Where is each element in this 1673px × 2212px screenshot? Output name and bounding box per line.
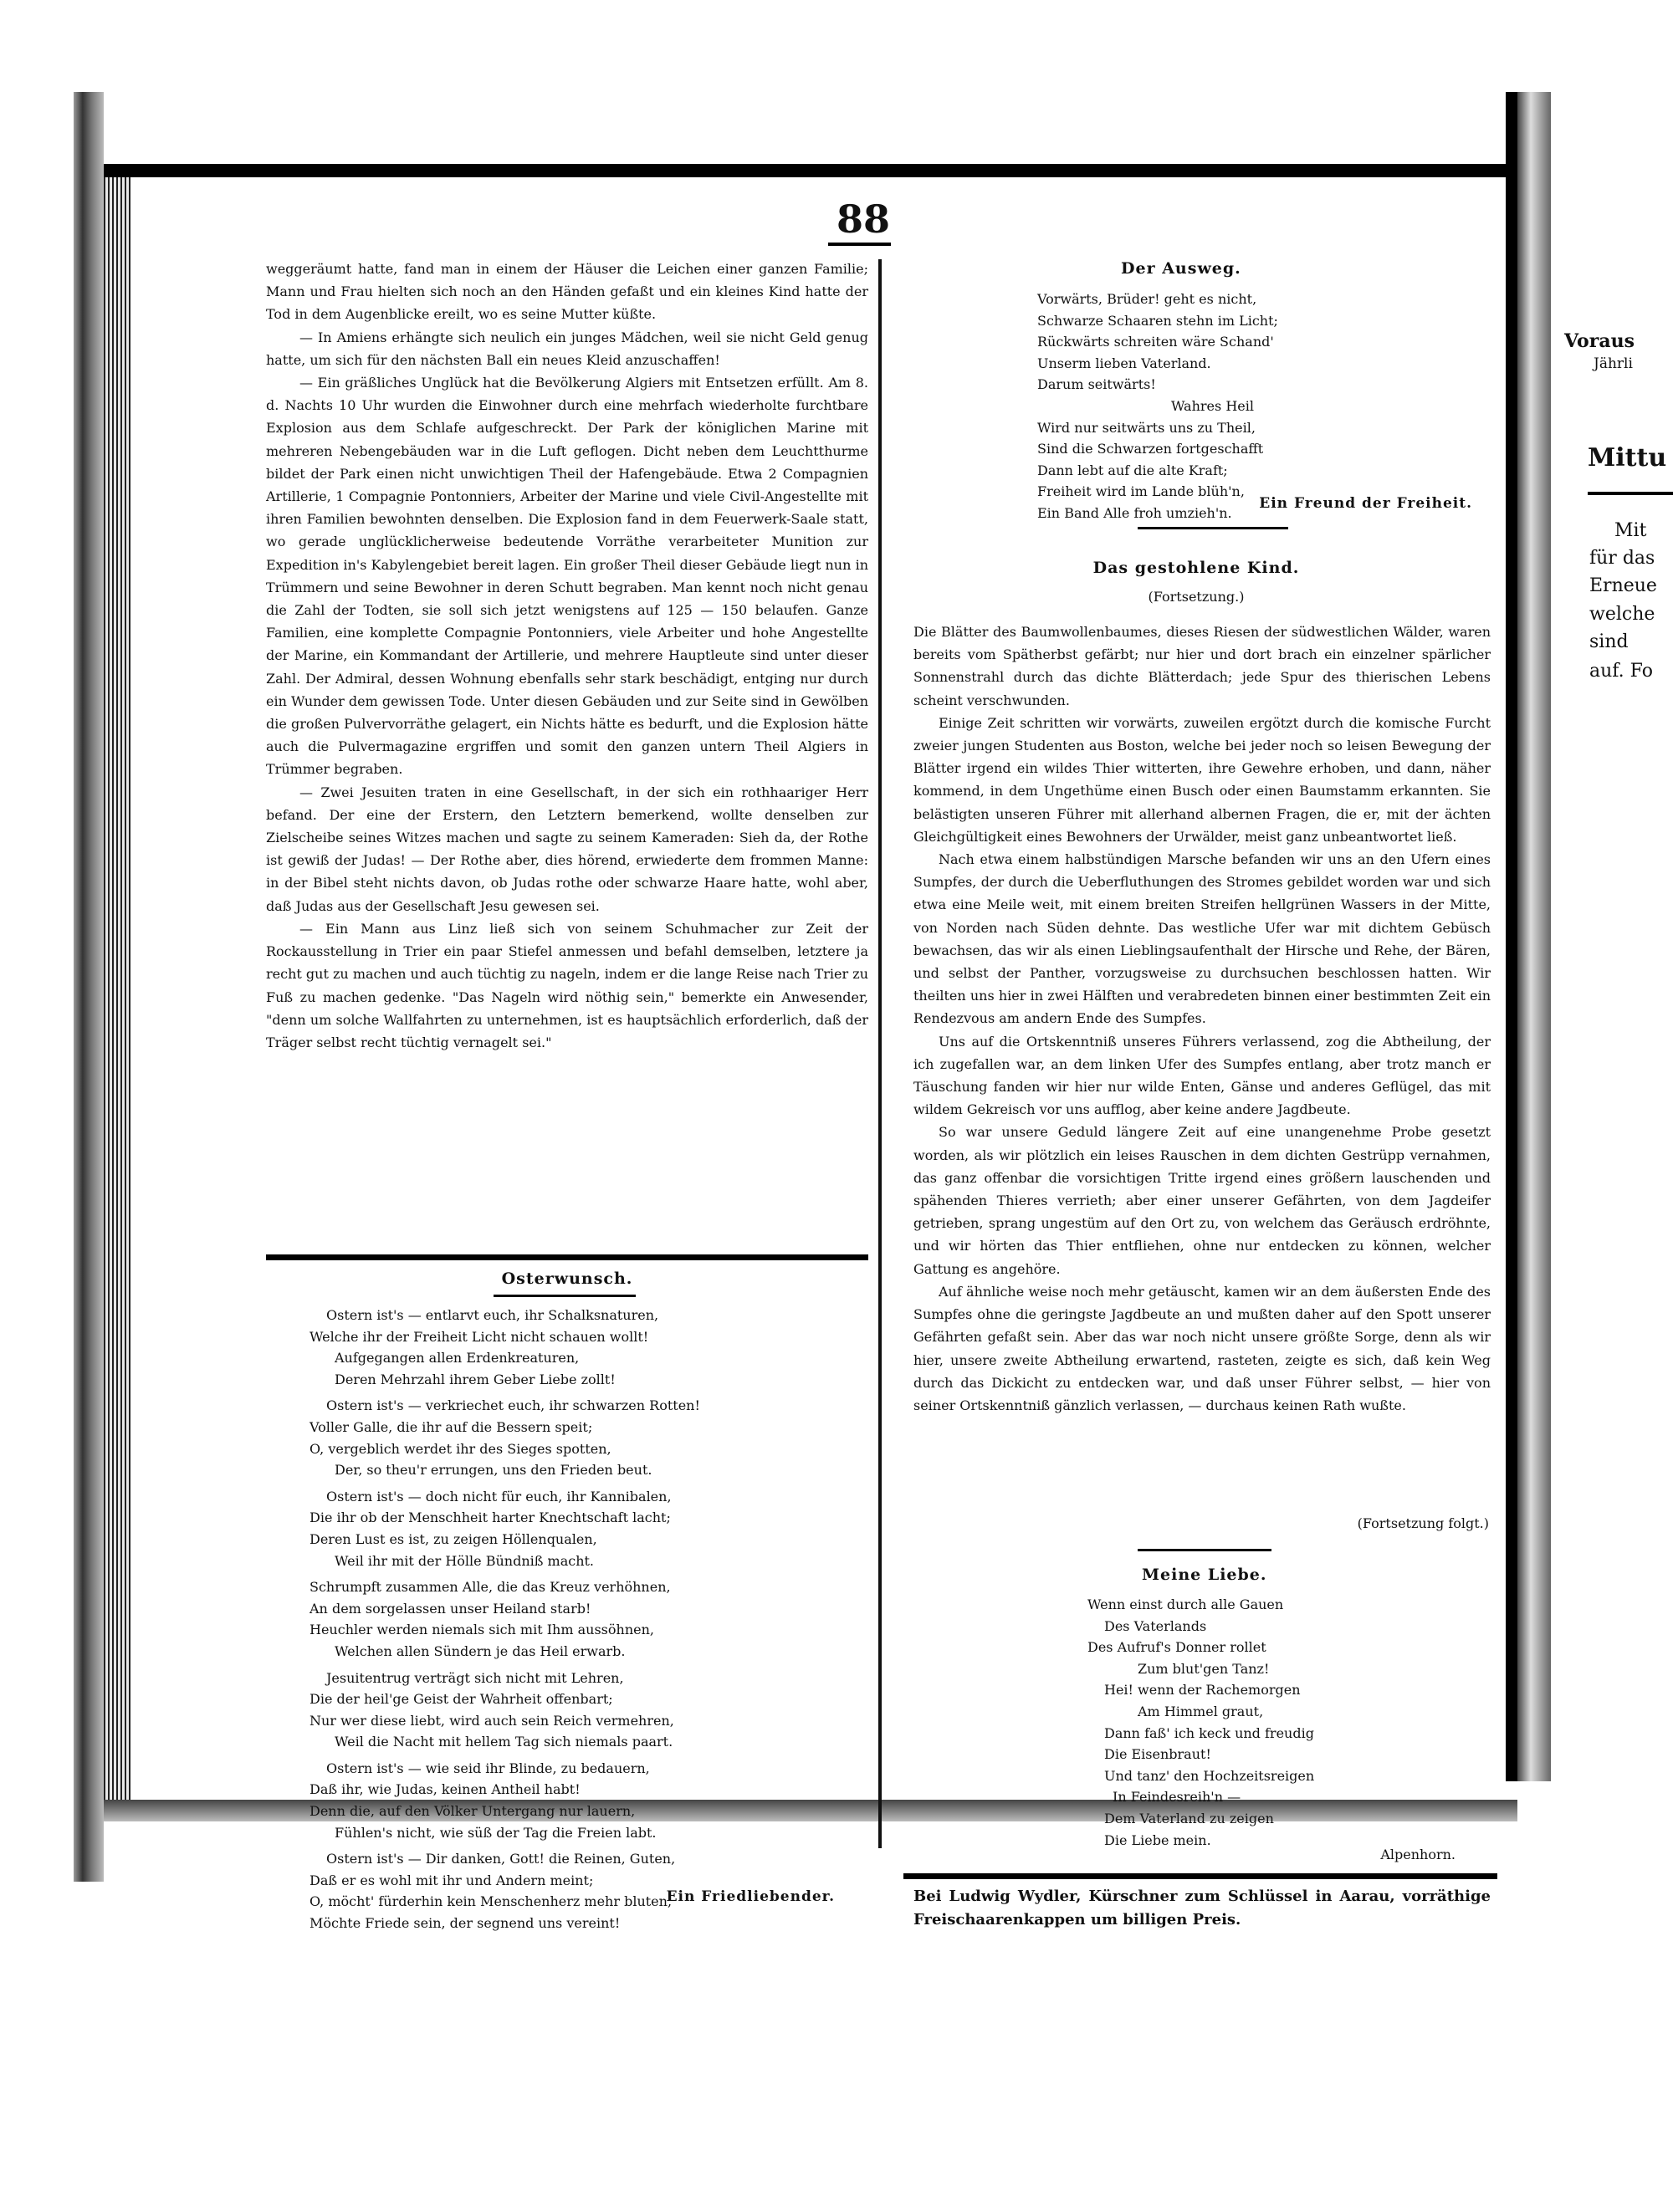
poem-line: Weil die Nacht mit hellem Tag sich niemals paart. [335,1734,673,1750]
poem-line: Die der heil'ge Geist der Wahrheit offenbart; [310,1691,613,1708]
title-underline [494,1295,636,1297]
adjacent-page-fragment: Mittu [1588,443,1667,473]
story-body [913,621,1491,1417]
poem-signature: Alpenhorn. [1380,1847,1456,1862]
poem-line: Ostern ist's — Dir danken, Gott! die Reinen, Guten, [326,1851,676,1867]
poem-line: Dem Vaterland zu zeigen [1104,1810,1274,1826]
poem-line: Voller Galle, die ihr auf die Bessern speit; [310,1418,593,1435]
poem-line: Wenn einst durch alle Gauen [1087,1596,1284,1612]
section-rule [266,1254,868,1260]
poem-line: Jesuitentrug verträgt sich nicht mit Lehren, [326,1669,624,1686]
poem-line: Die Liebe mein. [1104,1831,1211,1848]
scan-binding-shadow [74,92,104,1882]
poem-line: Denn die, auf den Völker Untergang nur lauern, [310,1803,636,1820]
header-rule [104,164,1509,177]
poem-line: Möchte Friede sein, der segnend uns vereint! [310,1915,621,1932]
page-number: 88 [836,197,891,242]
adjacent-page-rule [1588,492,1673,495]
poem-line: Sind die Schwarzen fortgeschafft [1037,441,1264,457]
adjacent-page-fragment: Erneue [1589,575,1657,596]
news-paragraph: — Zwei Jesuiten traten in eine Gesellschaft, in der sich ein rothhaariger Herr befand. Der eine der Erstern, den Letztern bemerkend, wollte denselben zur Zielscheibe seines Witzes machen und sagte zu seinem Kameraden: Sieh da, der Rothe ist gewiß der Judas! — Der Rothe aber, dies hörend, erwiederte dem frommen Manne: in der Bibel steht nichts davon, ob Judas rothe oder schwarze Haare hatte, wohl aber, daß Judas aus der Gesellschaft Jesu gewesen sei. [266,784,868,914]
poem-osterwunsch [310,1305,828,1934]
right-page-border [1506,92,1517,1781]
poem-line: Die ihr ob der Menschheit harter Knechtschaft lacht; [310,1510,671,1526]
news-paragraph: weggeräumt hatte, fand man in einem der Häuser die Leichen einer ganzen Familie; Mann und Frau hielten sich noch an den Händen gefaßt und ein kleines Kind hatte der Tod in dem Augenblicke ereilt, wo es seine Mutter küßte. [266,261,868,323]
poem-signature: Ein Friedliebender. [666,1888,835,1905]
story-paragraph: So war unsere Geduld längere Zeit auf eine unangenehme Probe gesetzt worden, als wir plötzlich ein leises Rauschen in dem dichten Gestrüpp vernahmen, das ganz offenbar die vorsichtigen Tritte irgend eines größern lauschenden und spähenden Thieres verrieth; aber einer unserer Gefährten, von dem Jagdeifer getrieben, sprang ungestüm auf den Ort zu, von welchem das Geräusch erdröhnte, und wir hörten das Thier entfliehen, ohne nur entdecken zu können, welcher Gattung es angehöre. [913,1124,1491,1277]
story-paragraph: Die Blätter des Baumwollenbaumes, dieses Riesen der südwestlichen Wälder, waren bereits vom Spätherbst gefärbt; nur hier und dort brach ein einzelner spärlicher Sonnenstrahl durch das dichte Blätterdach; jede Spur des thierischen Lebens scheint verschwunden. [913,624,1491,708]
adjacent-page-fragment: welche [1589,604,1655,625]
poem-line: Und tanz' den Hochzeitsreigen [1104,1767,1315,1784]
adjacent-page-fragment: für das [1589,548,1655,569]
news-paragraph: — In Amiens erhängte sich neulich ein junges Mädchen, weil sie nicht Geld genug hatte, um sich für den nächsten Ball ein neues Kleid anzuschaffen! [266,329,868,368]
advertisement: Bei Ludwig Wydler, Kürschner zum Schlüssel in Aarau, vorräthige Freischaarenkappen um billigen Preis. [913,1888,1491,1928]
poem-line: Wahres Heil [1171,397,1254,414]
page-number-underline [828,243,891,246]
section-rule [1138,527,1288,529]
adjacent-page-fragment: Jährli [1594,355,1633,372]
poem-line: Des Vaterlands [1104,1617,1207,1634]
poem-line: Ostern ist's — doch nicht für euch, ihr Kannibalen, [326,1488,672,1504]
poem-line: Rückwärts schreiten wäre Schand' [1037,334,1274,350]
adjacent-page-fragment: auf. Fo [1589,661,1653,682]
advertisement-rule [903,1873,1497,1879]
poem-line: Des Aufruf's Donner rollet [1087,1639,1266,1656]
book-page-edges [104,167,130,1806]
poem-line: Ostern ist's — entlarvt euch, ihr Schalksnaturen, [326,1307,659,1323]
adjacent-page-fragment: Mit [1614,520,1647,541]
poem-line: Welche ihr der Freiheit Licht nicht schauen wollt! [310,1328,649,1345]
adjacent-page-fragment: sind [1589,631,1629,652]
poem-title-osterwunsch: Osterwunsch. [501,1269,633,1288]
story-paragraph: Auf ähnliche weise noch mehr getäuscht, kamen wir an dem äußersten Ende des Sumpfes ohne die geringste Jagdbeute an und mußten daher auf den Spott unserer Gefährten gefaßt sein. Aber das war noch nicht unsere größte Sorge, denn als wir hier, unsere zweite Abtheilung erwartend, rasteten, zeigte es sich, daß kein Weg durch das Dickicht zu entdecken war, und daß unser Führer selbst, — hier von seiner Ortskenntniß gänzlich verlassen, — durchaus keinen Rath wußte. [913,1283,1491,1413]
poem-line: Daß ihr, wie Judas, keinen Antheil habt! [310,1781,581,1798]
poem-line: Schrumpft zusammen Alle, die das Kreuz verhöhnen, [310,1579,671,1596]
poem-line: Am Himmel graut, [1138,1703,1264,1719]
left-news-column [266,258,868,1054]
poem-title-meine-liebe: Meine Liebe. [1142,1566,1267,1584]
poem-line: Ein Band Alle froh umzieh'n. [1037,504,1232,521]
poem-line: Dann faß' ich keck und freudig [1104,1724,1314,1741]
poem-line: Deren Mehrzahl ihrem Geber Liebe zollt! [335,1371,616,1387]
poem-line: Die Eisenbraut! [1104,1746,1211,1763]
poem-line: Aufgegangen allen Erdenkreaturen, [335,1350,580,1367]
poem-line: Zum blut'gen Tanz! [1138,1660,1270,1677]
section-rule [1138,1549,1271,1551]
poem-signature: Ein Freund der Freiheit. [1259,495,1472,512]
poem-der-ausweg [1037,289,1472,524]
story-subtitle: (Fortsetzung.) [1148,589,1245,605]
poem-line: Schwarze Schaaren stehn im Licht; [1037,312,1278,329]
scan-right-shadow [1517,92,1551,1781]
poem-line: Vorwärts, Brüder! geht es nicht, [1037,291,1257,307]
poem-line: In Feindesreih'n — [1113,1789,1241,1806]
poem-line: Wird nur seitwärts uns zu Theil, [1037,419,1256,436]
poem-line: Welchen allen Sündern je das Heil erwarb. [335,1642,626,1659]
poem-line: O, möcht' fürderhin kein Menschenherz mehr bluten, [310,1893,673,1910]
poem-line: An dem sorgelassen unser Heiland starb! [310,1600,591,1617]
story-continued: (Fortsetzung folgt.) [1357,1515,1489,1531]
story-paragraph: Einige Zeit schritten wir vorwärts, zuweilen ergötzt durch die komische Furcht zweier jungen Studenten aus Boston, welche bei jeder noch so leisen Bewegung der Blätter irgend ein wildes Thier witterten, ihre Gewehre erhoben, und dann, näher kommend, in dem Ungethüme einen Busch oder einen Baumstamm erkannten. Sie belästigten unseren Führer mit allerhand albernen Fragen, die er, mit der ächten Gleichgültigkeit eines Bewohners der Urwälder, meist ganz unbeantwortet ließ. [913,714,1491,845]
poem-line: Daß er es wohl mit ihr und Andern meint; [310,1872,594,1888]
poem-line: Hei! wenn der Rachemorgen [1104,1682,1301,1699]
poem-line: O, vergeblich werdet ihr des Sieges spotten, [310,1440,611,1457]
story-title: Das gestohlene Kind. [1092,559,1300,577]
news-paragraph: — Ein Mann aus Linz ließ sich von seinem Schuhmacher zur Zeit der Rockausstellung in Trier ein paar Stiefel anmessen und befahl demselben, letztere ja recht gut zu machen und auch tüchtig zu nageln, indem er die lange Reise nach Trier zu Fuß zu machen gedenke. "Das Nageln wird nöthig sein," bemerkte ein Anwesender, "denn um solche Wallfahrten zu unternehmen, ist es hauptsächlich erforderlich, daß der Träger selbst recht tüchtig vernagelt sei." [266,920,868,1050]
poem-line: Heuchler werden niemals sich mit Ihm aussöhnen, [310,1622,654,1638]
column-divider [878,259,882,1848]
poem-line: Deren Lust es ist, zu zeigen Höllenqualen, [310,1530,597,1547]
poem-line: Weil ihr mit der Hölle Bündniß macht. [335,1552,595,1569]
story-paragraph: Uns auf die Ortskenntniß unseres Führers verlassend, zog die Abtheilung, der ich zugefallen war, an dem linken Ufer des Sumpfes entlang, aber trotz manch er Täuschung fanden wir hier nur wilde Enten, Gänse und anderes Geflügel, das mit wildem Gekreisch vor uns aufflog, aber keine andere Jagdbeute. [913,1033,1491,1118]
adjacent-page-fragment: Voraus [1564,330,1635,352]
poem-line: Darum seitwärts! [1037,376,1156,393]
poem-title-ausweg: Der Ausweg. [1121,259,1241,278]
poem-line: Fühlen's nicht, wie süß der Tag die Freien labt. [335,1824,657,1841]
poem-line: Freiheit wird im Lande blüh'n, [1037,483,1245,500]
poem-line: Nur wer diese liebt, wird auch sein Reich vermehren, [310,1712,674,1729]
poem-meine-liebe [1054,1594,1389,1851]
news-paragraph: — Ein gräßliches Unglück hat die Bevölkerung Algiers mit Entsetzen erfüllt. Am 8. d. Nachts 10 Uhr wurden die Einwohner durch eine mehrfach wiederholte furchtbare Explosion aus dem Schlafe aufgeschreckt. Der Park der königlichen Marine mit mehreren Nebengebäuden war in die Luft geflogen. Dicht neben dem Leuchtthurme bildet der Park einen nicht unwichtigen Theil der Hafengebäude. Etwa 2 Compagnien Artillerie, 1 Compagnie Pontonniers, Arbeiter der Marine und viele Civil-Angestellte mit ihren Familien bewohnten denselben. Die Explosion fand in dem Feuerwerk-Saale statt, wo gerade unglücklicherweise bedeutende Vorräthe verarbeiteter Munition zur Expedition in's Kabylengebiet bereit lagen. Ein großer Theil dieser Gebäude liegt nun in Trümmern und seine Bewohner in deren Schutt begraben. Man kennt noch nicht genau die Zahl der Todten, sie soll sich jetzt wenigstens auf 125 — 150 belaufen. Ganze Familien, eine komplette Compagnie Pontonniers, viele Arbeiter und hohe Angestellte der Marine, ein Kommandant der Artillerie, und mehrere Hauptleute sind unter dieser Zahl. Der Admiral, dessen Wohnung ebenfalls sehr stark beschädigt, entging nur durch ein Wunder dem gewissen Tode. Unter diesen Gebäuden und zur Seite sind in Gewölben die großen Pulvervorräthe gelagert, ein Nichts hätte es bedurft, und die Explosion hätte auch die Pulvermagazine ergriffen und somit den ganzen untern Theil Algiers in Trümmer begraben. [266,375,868,778]
story-paragraph: Nach etwa einem halbstündigen Marsche befanden wir uns an den Ufern eines Sumpfes, der durch die Ueberfluthungen des Stromes gebildet worden war und sich etwa eine Meile weit, mit einem breiten Streifen hellgrünen Wassers in der Mitte, von Norden nach Süden dehnte. Das westliche Ufer war mit dichtem Gebüsch bewachsen, das wir als einen Lieblingsaufenthalt der Hirsche und Rehe, der Bären, und selbst der Panther, vorzugsweise zu durchsuchen beschlossen hatten. Wir theilten uns hier in zwei Hälften und verabredeten binnen einer bestimmten Zeit ein Rendezvous am andern Ende des Sumpfes. [913,851,1491,1027]
poem-line: Ostern ist's — wie seid ihr Blinde, zu bedauern, [326,1760,650,1776]
poem-line: Ostern ist's — verkriechet euch, ihr schwarzen Rotten! [326,1397,700,1414]
poem-line: Unserm lieben Vaterland. [1037,355,1211,371]
poem-line: Der, so theu'r errungen, uns den Frieden beut. [335,1462,652,1479]
poem-line: Dann lebt auf die alte Kraft; [1037,462,1228,478]
